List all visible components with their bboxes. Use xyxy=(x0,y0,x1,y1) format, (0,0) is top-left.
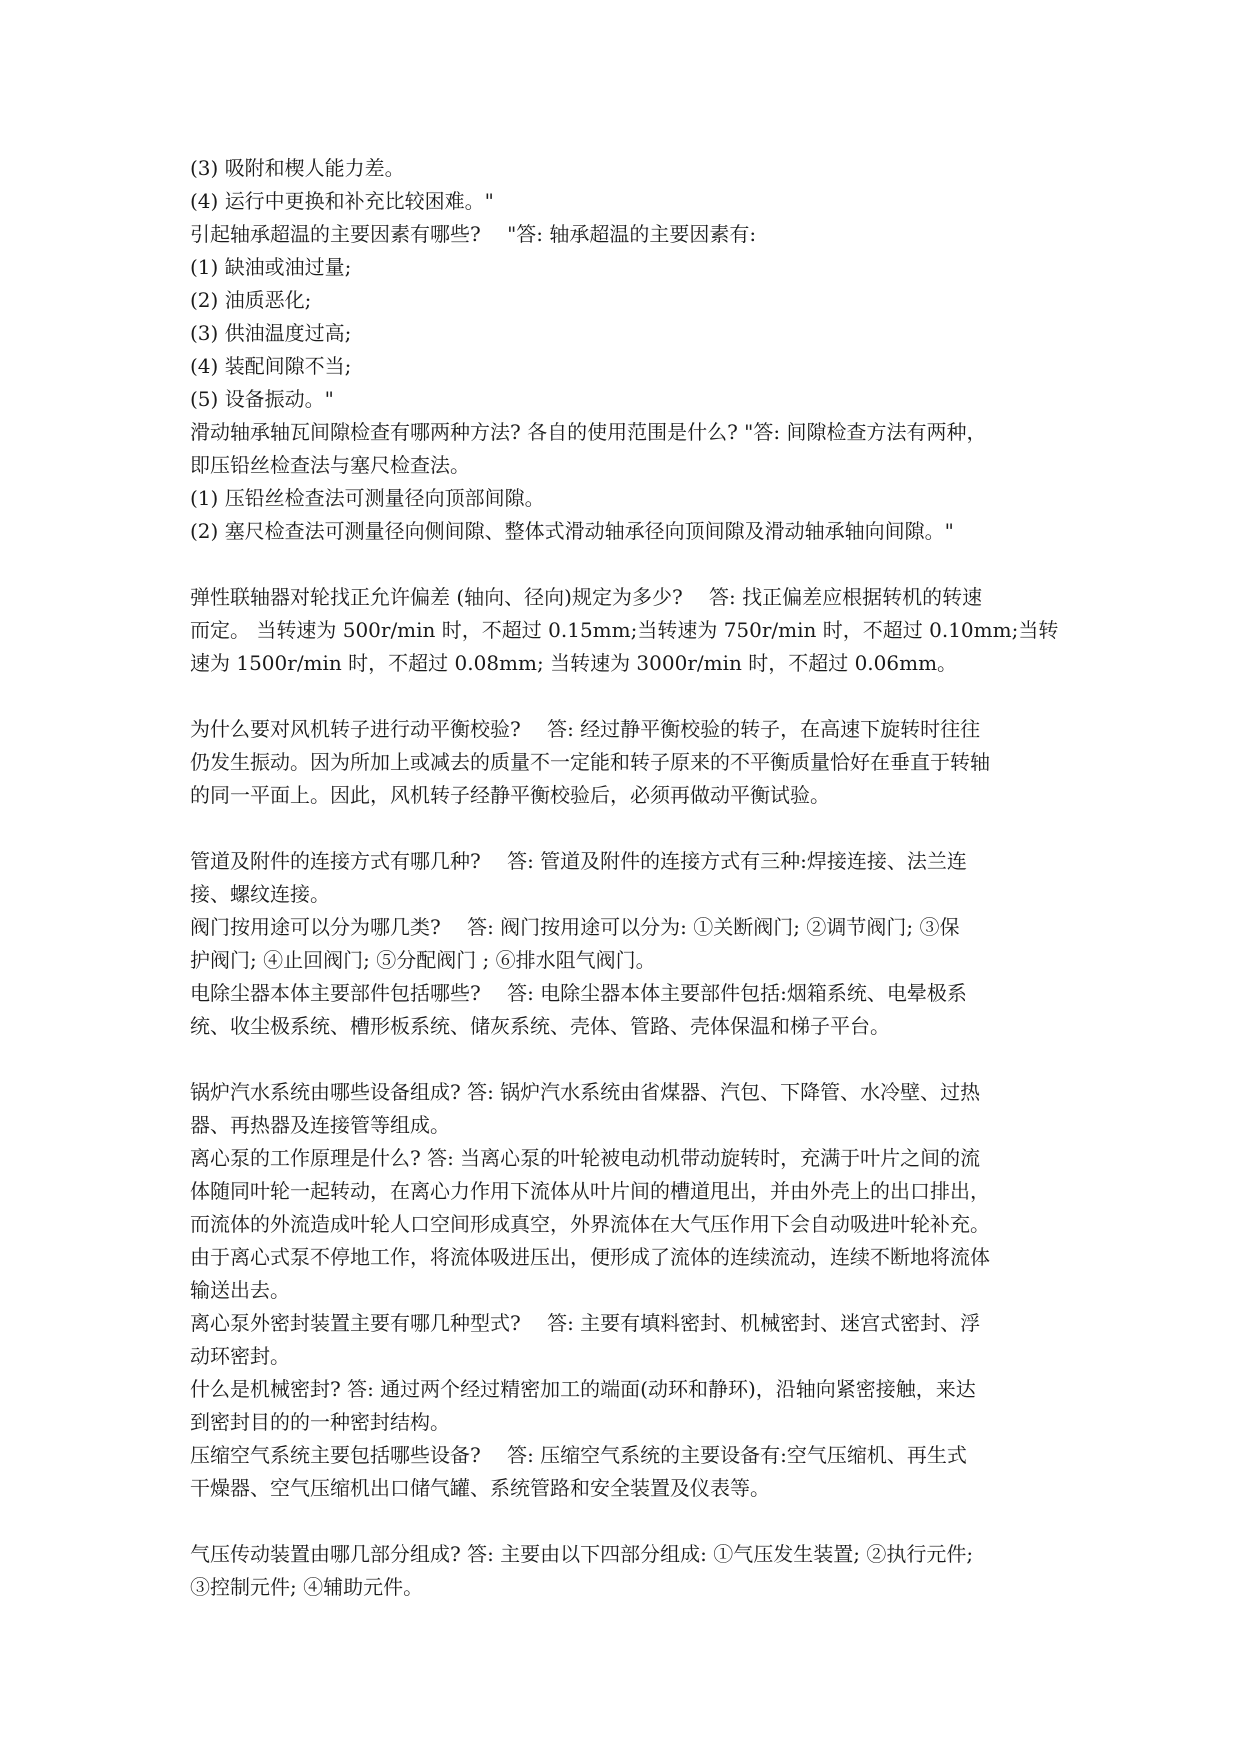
text-line: 干燥器、空气压缩机出口储气罐、系统管路和安全装置及仪表等。 xyxy=(190,1476,770,1500)
text-line: 离心泵外密封装置主要有哪几种型式? 答: 主要有填料密封、机械密封、迷宫式密封、浮 xyxy=(190,1311,981,1335)
text-line: 电除尘器本体主要部件包括哪些? 答: 电除尘器本体主要部件包括:烟箱系统、电晕极系 xyxy=(190,981,967,1005)
text-line: 由于离心式泵不停地工作，将流体吸进压出，便形成了流体的连续流动，连续不断地将流体 xyxy=(190,1245,990,1269)
text-line: 即压铅丝检查法与塞尺检查法。 xyxy=(190,453,470,477)
text-line: (2) 塞尺检查法可测量径向侧间隙、整体式滑动轴承径向顶间隙及滑动轴承轴向间隙。" xyxy=(190,519,954,543)
paragraph-block xyxy=(190,1076,1060,1505)
text-line: 接、螺纹连接。 xyxy=(190,882,330,906)
text-line: 滑动轴承轴瓦间隙检查有哪两种方法? 各自的使用范围是什么? "答: 间隙检查方法有两种， xyxy=(190,420,987,444)
text-line: 而流体的外流造成叶轮人口空间形成真空，外界流体在大气压作用下会自动吸进叶轮补充。 xyxy=(190,1212,990,1236)
paragraph-block xyxy=(190,1538,1060,1604)
paragraph-block xyxy=(190,581,1060,680)
text-line: 锅炉汽水系统由哪些设备组成? 答: 锅炉汽水系统由省煤器、汽包、下降管、水冷壁、过热 xyxy=(190,1080,981,1104)
text-line: 动环密封。 xyxy=(190,1344,290,1368)
text-line: 而定。 当转速为 500r/min 时，不超过 0.15mm;当转速为 750r/min 时，不超过 0.10mm;当转 xyxy=(190,618,1059,642)
paragraph-block xyxy=(190,152,1060,548)
text-line: 的同一平面上。因此，风机转子经静平衡校验后，必须再做动平衡试验。 xyxy=(190,783,830,807)
text-line: 离心泵的工作原理是什么? 答: 当离心泵的叶轮被电动机带动旋转时，充满于叶片之间的流 xyxy=(190,1146,981,1170)
text-line: 引起轴承超温的主要因素有哪些? "答: 轴承超温的主要因素有: xyxy=(190,222,757,246)
text-line: 体随同叶轮一起转动，在离心力作用下流体从叶片间的槽道甩出，并由外壳上的出口排出， xyxy=(190,1179,990,1203)
text-line: 管道及附件的连接方式有哪几种? 答: 管道及附件的连接方式有三种:焊接连接、法兰连 xyxy=(190,849,967,873)
paragraph-gap xyxy=(190,812,1060,845)
text-line: (3) 吸附和楔人能力差。 xyxy=(190,156,405,180)
text-line: ③控制元件; ④辅助元件。 xyxy=(190,1575,424,1599)
text-line: 弹性联轴器对轮找正允许偏差 (轴向、径向)规定为多少? 答: 找正偏差应根据转机的转速 xyxy=(190,585,983,609)
text-line: (5) 设备振动。" xyxy=(190,387,334,411)
text-line: 统、收尘极系统、槽形板系统、储灰系统、壳体、管路、壳体保温和梯子平台。 xyxy=(190,1014,890,1038)
paragraph-block xyxy=(190,713,1060,812)
paragraph-gap xyxy=(190,680,1060,713)
text-line: 速为 1500r/min 时，不超过 0.08mm; 当转速为 3000r/min 时，不超过 0.06mm。 xyxy=(190,651,958,675)
text-line: (3) 供油温度过高; xyxy=(190,321,352,345)
text-line: 仍发生振动。因为所加上或减去的质量不一定能和转子原来的不平衡质量恰好在垂直于转轴 xyxy=(190,750,990,774)
text-line: (1) 压铅丝检查法可测量径向顶部间隙。 xyxy=(190,486,545,510)
paragraph-gap xyxy=(190,1043,1060,1076)
paragraph-block xyxy=(190,845,1060,1043)
text-line: 气压传动装置由哪几部分组成? 答: 主要由以下四部分组成: ①气压发生装置; ②执行元件; xyxy=(190,1542,974,1566)
text-line: (4) 运行中更换和补充比较困难。" xyxy=(190,189,494,213)
text-line: (2) 油质恶化; xyxy=(190,288,312,312)
text-line: (1) 缺油或油过量; xyxy=(190,255,352,279)
text-line: 到密封目的的一种密封结构。 xyxy=(190,1410,450,1434)
text-line: 器、再热器及连接管等组成。 xyxy=(190,1113,450,1137)
text-line: 压缩空气系统主要包括哪些设备? 答: 压缩空气系统的主要设备有:空气压缩机、再生式 xyxy=(190,1443,967,1467)
paragraph-gap xyxy=(190,1505,1060,1538)
text-line: 阀门按用途可以分为哪几类? 答: 阀门按用途可以分为: ①关断阀门; ②调节阀门; ③保 xyxy=(190,915,960,939)
text-line: 为什么要对风机转子进行动平衡校验? 答: 经过静平衡校验的转子，在高速下旋转时往往 xyxy=(190,717,981,741)
text-line: 什么是机械密封? 答: 通过两个经过精密加工的端面(动环和静环)，沿轴向紧密接触，来达 xyxy=(190,1377,976,1401)
document-body xyxy=(190,152,1060,1604)
text-line: (4) 装配间隙不当; xyxy=(190,354,352,378)
text-line: 护阀门; ④止回阀门; ⑤分配阀门 ; ⑥排水阻气阀门。 xyxy=(190,948,656,972)
text-line: 输送出去。 xyxy=(190,1278,290,1302)
paragraph-gap xyxy=(190,548,1060,581)
